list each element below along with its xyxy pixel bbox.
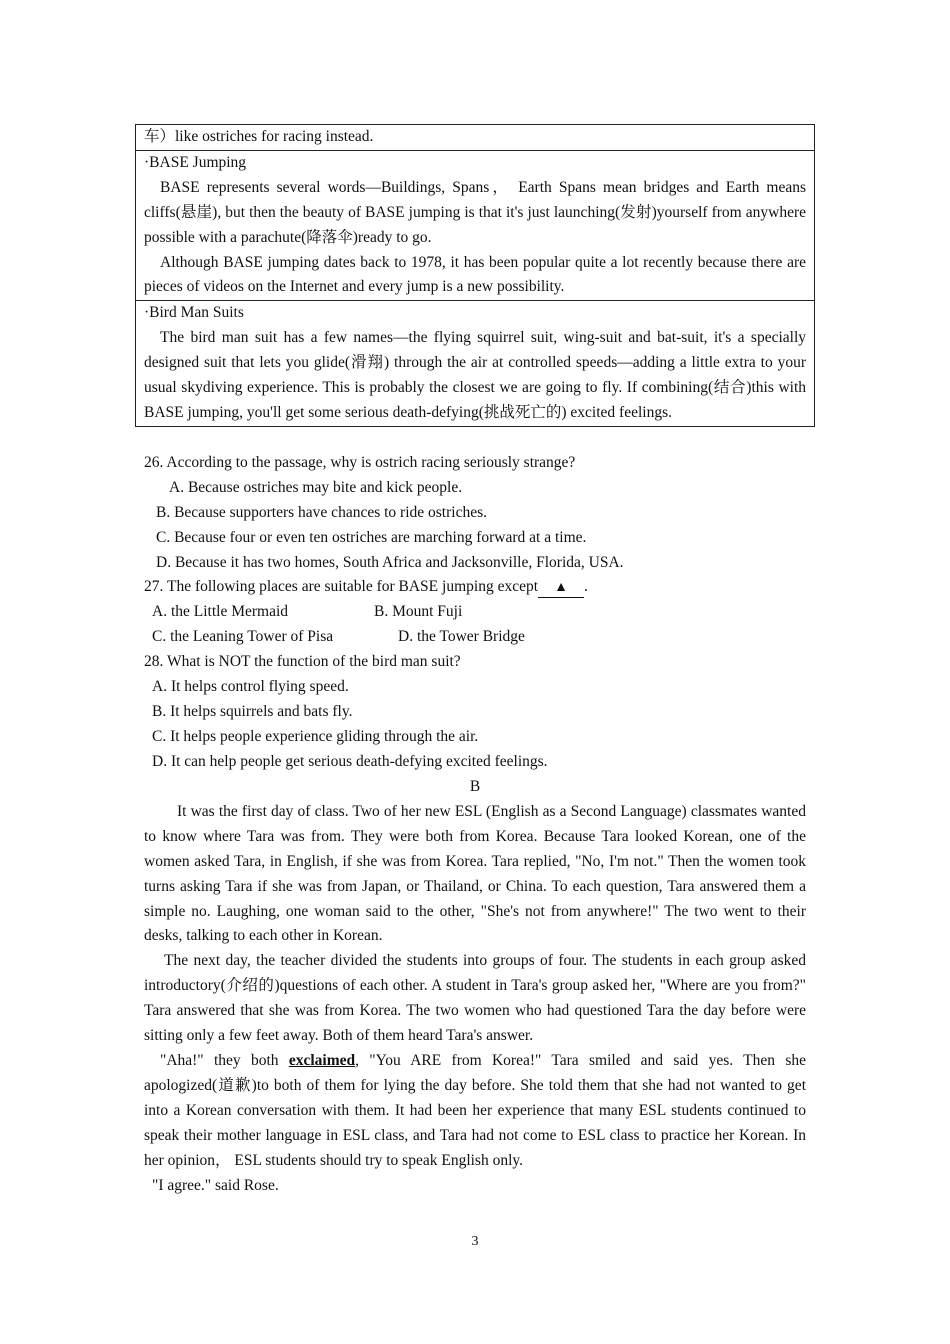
option-b: B. Mount Fuji — [374, 602, 463, 620]
passage-paragraph: The bird man suit has a few names—the flying squirrel suit, wing-suit and bat-suit, it's a specially designed suit that lets you glide(滑翔) through the air at controlled speeds—adding a little extra to your usual skydiving experience. This is probably the closest we are going to fly. If combining(结合)this with BASE jumping, you'll get some serious death-defying(挑战死亡的) excited feelings. — [144, 329, 806, 421]
option-a: A. Because ostriches may bite and kick people. — [169, 478, 463, 496]
table-row-base-jumping — [136, 150, 815, 300]
option-c: C. It helps people experience gliding through the air. — [152, 727, 479, 745]
passage-text: 车）like ostriches for racing instead. — [144, 128, 374, 145]
passage-paragraph: The next day, the teacher divided the students into groups of four. The students in each group asked introductory(介绍的)questions of each other. A student in Tara's group asked her, "Where are you from?" Tara answered that she was from Korea. The two women who had questioned Tara the day before were sitting only a few feet away. Both of them heard Tara's answer. — [144, 952, 806, 1045]
underlined-word: exclaimed — [288, 1051, 356, 1069]
question-stem — [144, 575, 806, 600]
question-stem: 26. According to the passage, why is ostrich racing seriously strange? — [144, 454, 576, 471]
passage-paragraph: "I agree." said Rose. — [152, 1176, 279, 1194]
paragraph-rest: , "You ARE from Korea!" Tara smiled and said yes. Then she apologized(道歉)to both of them for lying the day before. She told them that she had not wanted to get into a Korean conversation with them. It had been her experience that many ESL students continued to speak their mother language in ESL class, and Tara had not come to ESL class to practice her Korean. In her opinion， ESL students should try to speak English only. — [144, 1051, 806, 1169]
question-26 — [144, 451, 806, 576]
option-d: D. It can help people get serious death-defying excited feelings. — [152, 752, 548, 770]
section-title: ·BASE Jumping — [144, 153, 247, 171]
option-c: C. Because four or even ten ostriches are marching forward at a time. — [156, 528, 587, 546]
option-d: D. the Tower Bridge — [398, 627, 525, 645]
table-row-bird-man-suits — [136, 301, 815, 427]
question-stem-text: 27. The following places are suitable for BASE jumping except — [144, 578, 539, 595]
passage-paragraph: BASE represents several words—Buildings, Spans， Earth Spans mean bridges and Earth means cliffs(悬崖), but then the beauty of BASE jumping is that it's just launching(发射)yourself from anywhere possible with a parachute(降落伞)ready to go. — [144, 178, 806, 246]
option-b: B. Because supporters have chances to ride ostriches. — [156, 503, 487, 521]
question-stem: 28. What is NOT the function of the bird man suit? — [144, 653, 461, 670]
triangle-icon: ▲ — [554, 580, 568, 595]
section-heading: B — [469, 778, 481, 795]
question-27 — [144, 575, 806, 650]
option-a: A. the Little Mermaid — [152, 602, 289, 620]
paragraph-start: "Aha!" they both — [160, 1051, 289, 1069]
options-row — [144, 600, 806, 625]
option-a: A. It helps control flying speed. — [152, 677, 349, 695]
page-number: 3 — [471, 1234, 479, 1249]
question-28 — [144, 650, 806, 775]
passage-paragraph: Although BASE jumping dates back to 1978, it has been popular quite a lot recently because there are pieces of videos on the Internet and every jump is a new possibility. — [144, 253, 806, 296]
passage-paragraph — [144, 1049, 806, 1174]
answer-blank — [538, 577, 584, 598]
passage-paragraph: It was the first day of class. Two of her new ESL (English as a Second Language) classmates wanted to know where Tara was from. They were both from Korea. Because Tara looked Korean, one of the women asked Tara, in English, if she was from Korea. Tara replied, "No, I'm not." Then the women took turns asking Tara if she was from Japan, or Thailand, or China. To each question, Tara answered them a simple no. Laughing, one woman said to the other, "She's not from anywhere!" The two went to their desks, talking to each other in Korean. — [144, 802, 806, 945]
reading-passage-table — [135, 124, 815, 427]
question-stem-end: . — [584, 578, 588, 595]
section-b-passage — [144, 775, 806, 1198]
table-row-ostrich-end — [136, 125, 815, 151]
section-title: ·Bird Man Suits — [144, 304, 244, 322]
options-row — [144, 625, 806, 650]
option-c: C. the Leaning Tower of Pisa — [152, 627, 334, 645]
option-b: B. It helps squirrels and bats fly. — [152, 702, 353, 720]
option-d: D. Because it has two homes, South Africa and Jacksonville, Florida, USA. — [156, 553, 624, 571]
